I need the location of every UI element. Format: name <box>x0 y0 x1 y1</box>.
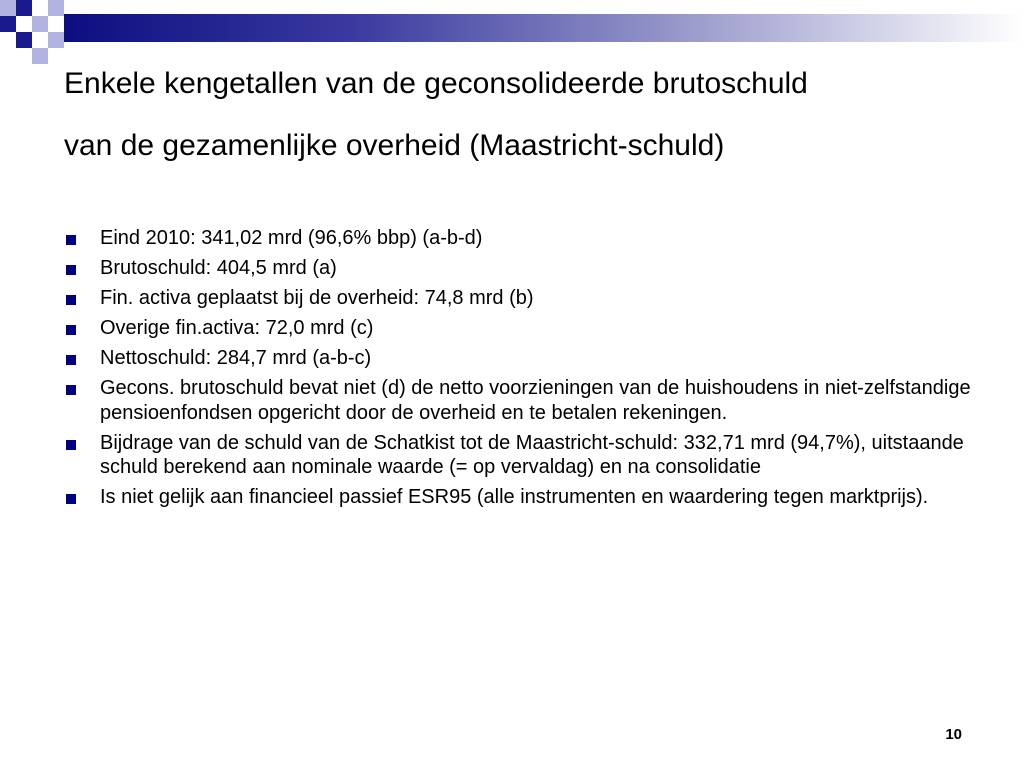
square-bullet-icon <box>66 494 76 504</box>
bullet-text: Gecons. brutoschuld bevat niet (d) de netto voorzieningen van de huishoudens in niet-zelfstandige pensioenfondsen opgericht door de overheid en te betalen rekeningen. <box>100 377 971 424</box>
square-bullet-icon <box>66 295 76 305</box>
title-line: Enkele kengetallen van de geconsolideerde brutoschuld <box>64 67 808 100</box>
bullet-text: Nettoschuld: 284,7 mrd (a-b-c) <box>100 347 372 369</box>
bullet-item <box>64 256 974 281</box>
decor-square <box>16 0 32 16</box>
square-bullet-icon <box>66 325 76 335</box>
bullet-item <box>64 346 974 371</box>
bullet-text: Brutoschuld: 404,5 mrd (a) <box>100 257 337 279</box>
bullet-text: Overige fin.activa: 72,0 mrd (c) <box>100 317 374 339</box>
square-bullet-icon <box>66 440 76 450</box>
square-bullet-icon <box>66 235 76 245</box>
decor-square <box>32 48 48 64</box>
square-bullet-icon <box>66 355 76 365</box>
bullet-text: Eind 2010: 341,02 mrd (96,6% bbp) (a-b-d) <box>100 227 483 249</box>
bullet-text: Bijdrage van de schuld van de Schatkist tot de Maastricht-schuld: 332,71 mrd (94,7%), uitstaande schuld berekend aan nominale waarde (= op vervaldag) en na consolidatie <box>100 431 964 478</box>
bullet-text: Is niet gelijk aan financieel passief ESR95 (alle instrumenten en waardering tegen marktprijs). <box>100 486 929 508</box>
bullet-item <box>64 286 974 311</box>
bullet-item <box>64 226 974 251</box>
decor-square <box>48 0 64 16</box>
bullet-item <box>64 376 974 425</box>
decor-square <box>32 16 48 32</box>
bullet-list <box>64 226 974 515</box>
decor-square <box>0 16 16 32</box>
header-gradient-bar <box>64 14 1024 42</box>
decor-square <box>0 0 16 16</box>
square-bullet-icon <box>66 265 76 275</box>
bullet-item <box>64 431 974 480</box>
decor-square <box>48 32 64 48</box>
decor-square <box>16 32 32 48</box>
slide-title <box>64 53 984 177</box>
page-number: 10 <box>945 726 962 743</box>
bullet-item <box>64 316 974 341</box>
bullet-text: Fin. activa geplaatst bij de overheid: 74,8 mrd (b) <box>100 287 534 309</box>
bullet-item <box>64 485 974 510</box>
title-line: van de gezamenlijke overheid (Maastricht-schuld) <box>64 129 725 162</box>
square-bullet-icon <box>66 385 76 395</box>
